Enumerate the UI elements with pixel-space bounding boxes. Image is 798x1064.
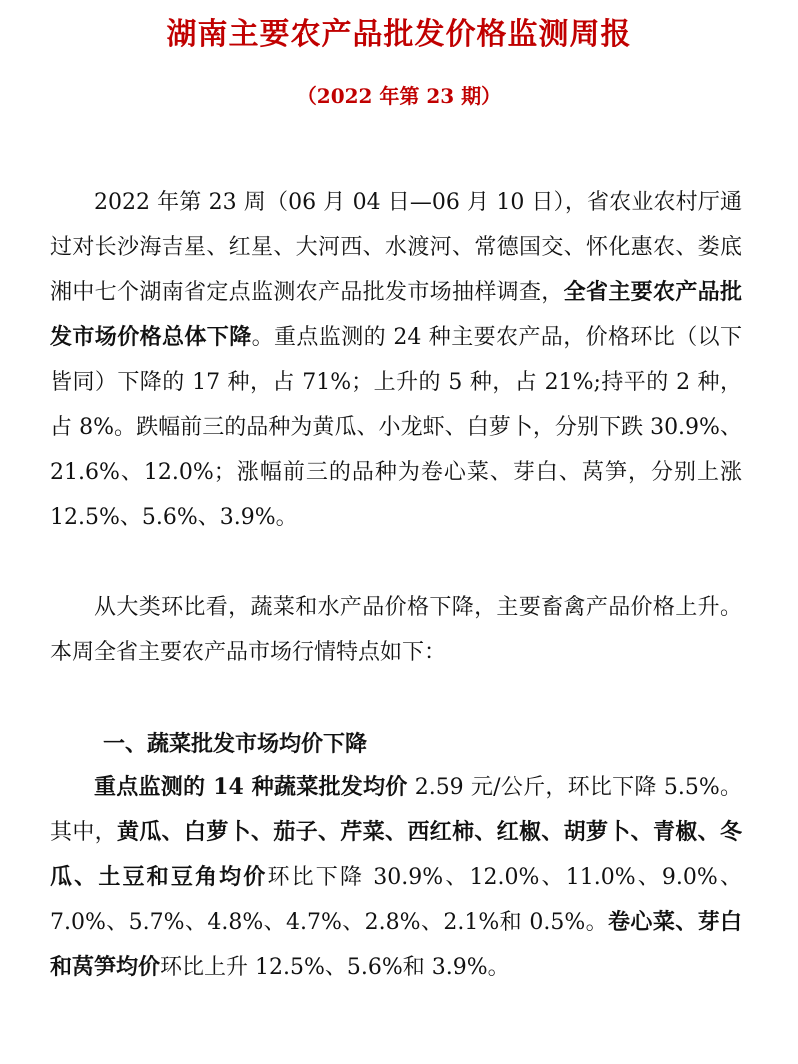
intro-highlight: 全省主要农产品批发市场价格总体下降 [50, 279, 742, 350]
vegetable-text-2: 环比下降 30.9%、12.0%、11.0%、9.0%、7.0%、5.7%、4.8%、4.7%、2.8%、2.1%和 0.5%。 [50, 865, 742, 935]
vegetable-text-3: 环比上升 12.5%、5.6%和 3.9%。 [160, 955, 510, 980]
overview-paragraph: 从大类环比看，蔬菜和水产品价格下降，主要畜禽产品价格上升。本周全省主要农产品市场行情特点如下： [50, 595, 742, 665]
report-issue: （2022 年第 23 期） [296, 84, 502, 108]
vegetable-highlight-2: 黄瓜、白萝卜、茄子、芹菜、西红柿、红椒、胡萝卜、青椒、冬瓜、土豆和豆角均价 [50, 819, 742, 890]
intro-text-1: 2022 年第 23 周（06 月 04 日—06 月 10 日），省农业农村厅通过对长沙海吉星、红星、大河西、水渡河、常德国交、怀化惠农、娄底湘中七个湖南省定点监测农产品批发市场抽样调查， [50, 190, 742, 305]
vegetable-highlight-3: 卷心菜、芽白和莴笋均价 [50, 909, 742, 980]
report-title: 湖南主要农产品批发价格监测周报 [166, 17, 632, 52]
section-heading: 一、蔬菜批发市场均价下降 [103, 731, 368, 757]
vegetable-highlight-1: 重点监测的 14 种蔬菜批发均价 [94, 774, 408, 800]
intro-paragraph [50, 180, 742, 540]
vegetable-paragraph [50, 765, 742, 990]
vegetable-text-1: 2.59 元/公斤，环比下降 5.5%。其中， [50, 775, 742, 845]
intro-text-2: 。重点监测的 24 种主要农产品，价格环比（以下皆同）下降的 17 种，占 71%；上升的 5 种，占 21%;持平的 2 种，占 8%。跌幅前三的品种为黄瓜、小龙虾、白萝卜，分别下跌 30.9%、21.6%、12.0%；涨幅前三的品种为卷心菜、芽白、莴笋，分别上涨 12.5%、5.6%、3.9%。 [50, 325, 742, 530]
